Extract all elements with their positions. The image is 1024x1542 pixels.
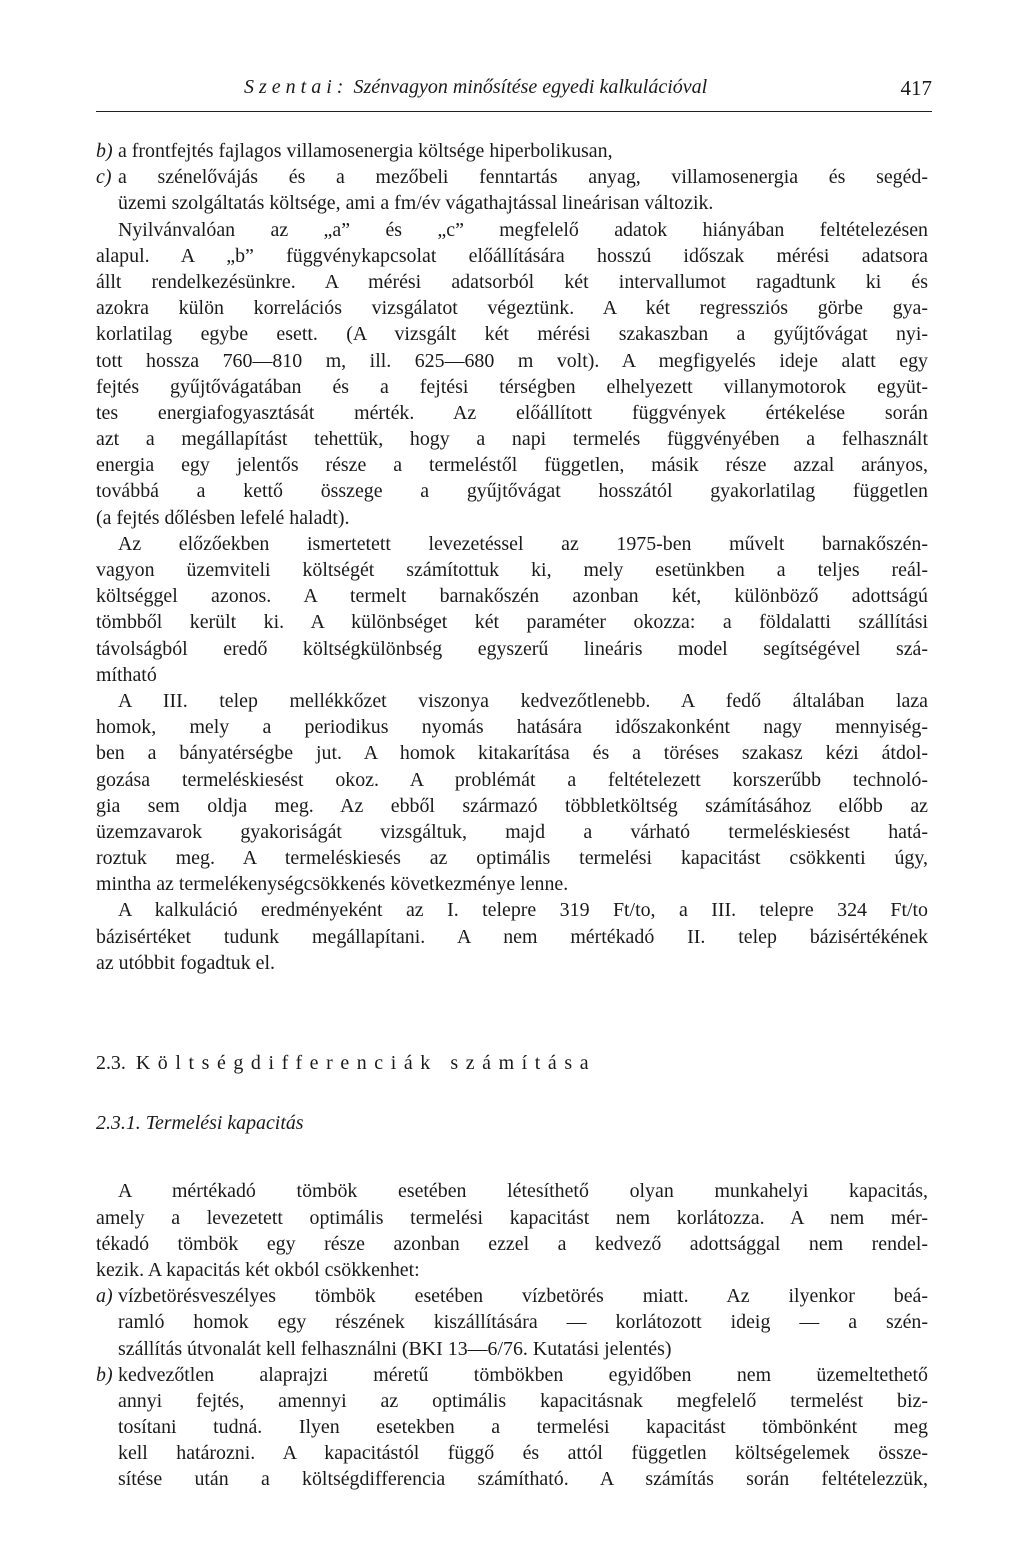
text-line: homok, mely a periodikus nyomás hatására időszakonként nagy mennyiség- — [96, 716, 928, 739]
text-line: tes energiafogyasztását mérték. Az előállított függvények értékelése során — [96, 401, 928, 424]
text-line: ben a bányatérségbe jut. A homok kitakarítása és a töréses szakasz kézi átdol- — [96, 742, 928, 765]
paragraph-5 — [96, 1178, 928, 1283]
list-item-b2 — [96, 1362, 928, 1388]
list-marker: a) — [96, 1285, 113, 1308]
list-b-c — [96, 138, 928, 217]
paragraph-4 — [96, 897, 928, 976]
text-line: korlatilag egybe esett. (A vizsgált két mérési szakaszban a gyűjtővágat nyi- — [96, 323, 928, 346]
text-line: Nyilvánvalóan az „a” és „c” megfelelő adatok hiányában feltételezésen — [118, 218, 928, 241]
text-line: üzemzavarok gyakoriságát vizsgáltuk, majd a várható termeléskiesést hatá- — [96, 820, 928, 843]
running-head — [96, 74, 932, 108]
running-head-text — [244, 76, 707, 99]
paragraph-3 — [96, 688, 928, 898]
text-line: alapul. A „b” függvénykapcsolat előállítására hosszú időszak mérési adatsora — [96, 244, 928, 267]
paragraph-2 — [96, 531, 928, 688]
spacer — [96, 1136, 928, 1178]
text-line: továbbá a kettő összege a gyűjtővágat hosszától gyakorlatilag független — [96, 480, 928, 503]
list-text: kedvezőtlen alaprajzi méretű tömbökben egyidőben nem üzemeltethető — [118, 1363, 928, 1386]
list-marker: b) — [96, 1363, 113, 1386]
list-item-b2-line: annyi fejtés, amennyi az optimális kapacitásnak megfelelő termelést biz- — [118, 1389, 928, 1412]
text-line: A III. telep mellékkőzet viszonya kedvezőtlenebb. A fedő általában laza — [118, 689, 928, 712]
subsection-heading: 2.3.1. Termelési kapacitás — [96, 1112, 304, 1135]
list-item-c-line: üzemi szolgáltatás költsége, ami a fm/év vágathajtással lineárisan változik. — [118, 192, 714, 215]
list-item-a — [96, 1283, 928, 1309]
text-line: mintha az termelékenységcsökkenés következménye lenne. — [96, 873, 569, 896]
text-line: vagyon üzemviteli költségét számítottuk ki, mely esetünkben a teljes reál- — [96, 559, 928, 581]
text-line: állt rendelkezésünkre. A mérési adatsorból két intervallumot ragadtunk ki és — [96, 270, 928, 293]
running-head-author: Szentai: — [244, 76, 349, 98]
list-item-b — [96, 138, 928, 164]
body-text — [96, 138, 928, 1493]
list-text: vízbetörésveszélyes tömbök esetében vízbetörés miatt. Az ilyenkor beá- — [118, 1285, 928, 1308]
text-line: (a fejtés dőlésben lefelé haladt). — [96, 506, 350, 529]
text-line: gozása termeléskiesést okoz. A problémát a feltételezett korszerűbb technoló- — [96, 768, 928, 791]
header-rule — [96, 111, 932, 112]
text-line: Az előzőekben ismertetett levezetéssel az 1975-ben művelt barnakőszén- — [118, 532, 928, 555]
text-line: azokra külön korrelációs vizsgálatot végeztünk. A két regressziós görbe gya- — [96, 297, 928, 320]
list-item-a-line: ramló homok egy részének kiszállítására — korlátozott ideig — a szén- — [118, 1311, 928, 1334]
text-line: amely a levezetett optimális termelési kapacitást nem korlátozza. A nem mér- — [96, 1206, 928, 1229]
text-line: energia egy jelentős része a termeléstől független, másik része azzal arányos, — [96, 454, 928, 477]
text-line: mítható — [96, 663, 157, 686]
text-line: az utóbbit fogadtuk el. — [96, 951, 275, 974]
paragraph-1 — [96, 217, 928, 531]
section-number: 2.3. — [96, 1052, 126, 1074]
spacer — [96, 976, 928, 1050]
section-title: Költségdifferenciák számítása — [135, 1052, 597, 1074]
section-heading — [96, 1050, 928, 1076]
text-line: költséggel azonos. A termelt barnakőszén azonban két, különböző adottságú — [96, 585, 928, 608]
text-line: bázisértéket tudunk megállapítani. A nem mértékadó II. telep bázisértékének — [96, 925, 928, 948]
running-head-title: Szénvagyon minősítése egyedi kalkulációval — [353, 76, 708, 98]
list-item-c — [96, 164, 928, 190]
list-text: a szénelővájás és a mezőbeli fenntartás anyag, villamosenergia és segéd- — [118, 166, 928, 189]
list-item-b2-line: sítése után a költségdifferencia számítható. A számítás során feltételezzük, — [118, 1468, 928, 1491]
text-line: A mértékadó tömbök esetében létesíthető olyan munkahelyi kapacitás, — [118, 1180, 928, 1203]
text-line: azt a megállapítást tehettük, hogy a napi termelés függvényében a felhasznált — [96, 428, 928, 451]
text-line: tékadó tömbök egy része azonban ezzel a kedvező adottsággal nem rendel- — [96, 1232, 928, 1255]
page-number: 417 — [900, 76, 932, 100]
text-line: roztuk meg. A termeléskiesés az optimális termelési kapacitást csökkenti úgy, — [96, 847, 928, 870]
list-item-b2-line: tosítani tudná. Ilyen esetekben a termelési kapacitást tömbönként meg — [118, 1416, 928, 1439]
text-line: A kalkuláció eredményeként az I. telepre 319 Ft/to, a III. telepre 324 Ft/to — [118, 899, 928, 922]
text-line: fejtés gyűjtővágatában és a fejtési térségben elhelyezett villanymotorok együt- — [96, 375, 928, 398]
text-line: tömbből került ki. A különbséget két paraméter okozza: a földalatti szállítási — [96, 611, 928, 634]
list-a-b — [96, 1283, 928, 1493]
list-marker: b) — [96, 140, 113, 162]
list-text: a frontfejtés fajlagos villamosenergia költsége hiperbolikusan, — [118, 140, 613, 162]
spacer — [96, 1076, 928, 1110]
list-item-b2-line: kell határozni. A kapacitástól függő és attól független költségelemek össze- — [118, 1442, 928, 1465]
list-item-a-line: szállítás útvonalát kell felhasználni (BKI 13—6/76. Kutatási jelentés) — [118, 1337, 672, 1360]
text-line: tott hossza 760—810 m, ill. 625—680 m volt). A megfigyelés ideje alatt egy — [96, 349, 928, 372]
list-marker: c) — [96, 166, 112, 189]
text-line: gia sem oldja meg. Az ebből származó többletköltség számításához előbb az — [96, 794, 928, 817]
text-line: kezik. A kapacitás két okból csökkenhet: — [96, 1258, 420, 1281]
text-line: távolságból eredő költségkülönbség egyszerű lineáris model segítségével szá- — [96, 637, 928, 660]
